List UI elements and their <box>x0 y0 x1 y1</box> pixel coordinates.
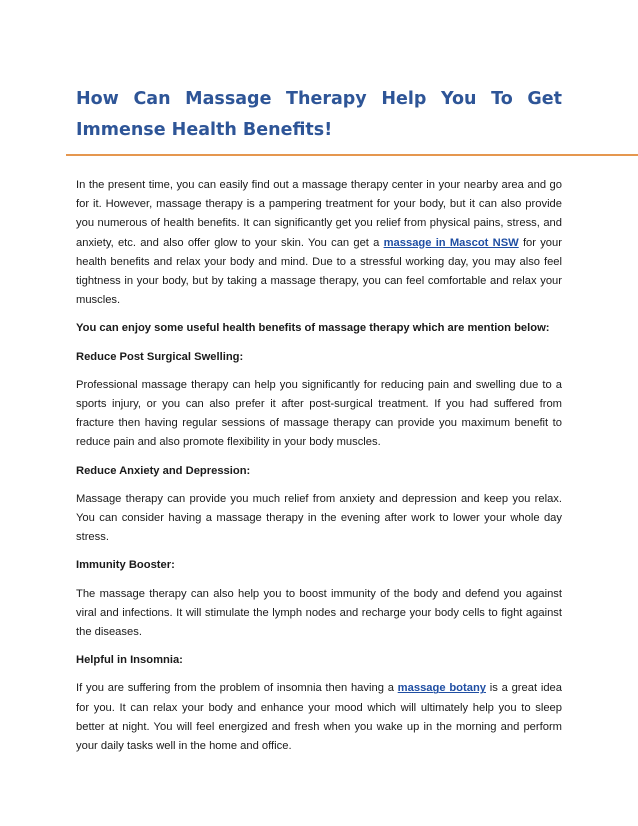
title-divider <box>66 154 638 156</box>
section-text-immunity: The massage therapy can also help you to boost immunity of the body and defend you against viral and infections. It will stimulate the lymph nodes and recharge your body cells to fight against the diseases. <box>76 587 562 639</box>
insomnia-text-after: is a great idea for you. It can relax your body and enhance your mood which will ultimately help you to sleep better at night. You will feel energized and fresh when you wake up in the morning and perform your daily tasks well in the home and office. <box>76 682 562 753</box>
section-text-insomnia <box>76 679 562 756</box>
insomnia-text-before: If you are suffering from the problem of insomnia then having a <box>76 682 398 695</box>
section-heading-insomnia: Helpful in Insomnia: <box>76 654 183 667</box>
section-text-swelling: Professional massage therapy can help you significantly for reducing pain and swelling due to a sports injury, or you can also prefer it after post-surgical treatment. If you had suffered from fracture then having regular sessions of massage therapy can provide you maximum benefit to reduce pain and also promote flexibility in your body muscles. <box>76 378 562 449</box>
intro-text-after: for your health benefits and relax your body and mind. Due to a stressful working day, you may also feel tightness in your body, but by taking a massage therapy, you can feel comfortable and relax your muscles. <box>76 236 562 307</box>
lead-heading: You can enjoy some useful health benefits of massage therapy which are mention below: <box>76 322 550 335</box>
article-body <box>76 176 562 765</box>
intro-paragraph <box>76 176 562 310</box>
section-heading-immunity: Immunity Booster: <box>76 559 175 572</box>
section-heading-swelling: Reduce Post Surgical Swelling: <box>76 350 244 363</box>
section-text-anxiety: Massage therapy can provide you much relief from anxiety and depression and keep you relax. You can consider having a massage therapy in the evening after work to lower your whole day stress. <box>76 492 562 544</box>
intro-text-before: In the present time, you can easily find out a massage therapy center in your nearby area and go for it. However, massage therapy is a pampering treatment for your body, but it can also provide you numerous of health benefits. It can significantly get you relief from physical pains, stress, and anxiety, etc. and also offer glow to your skin. You can get a <box>76 179 562 249</box>
page-title: How Can Massage Therapy Help You To Get Immense Health Benefits! <box>76 89 562 140</box>
massage-mascot-link[interactable]: massage in Mascot NSW <box>383 236 519 249</box>
section-heading-anxiety: Reduce Anxiety and Depression: <box>76 464 251 477</box>
massage-botany-link[interactable]: massage botany <box>397 682 486 695</box>
